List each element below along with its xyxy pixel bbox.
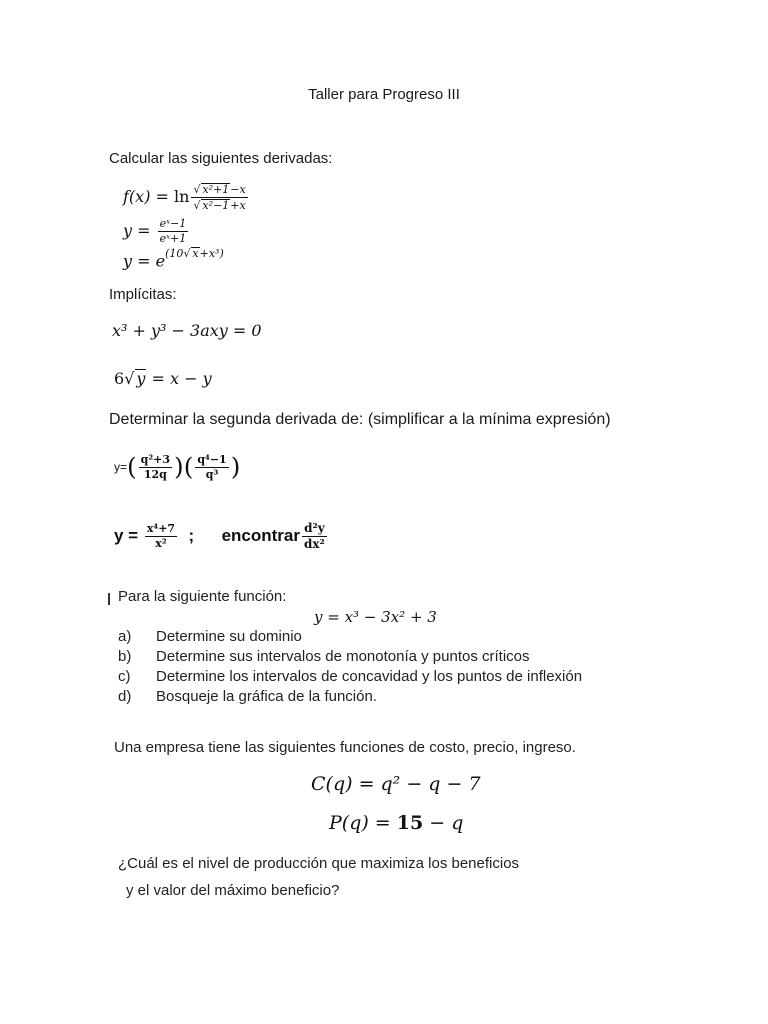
- second-derivative-notation: [302, 522, 327, 551]
- price-function: [329, 812, 463, 834]
- second-factor-num: q⁴−1: [195, 454, 228, 468]
- encontrar-label: encontrar: [221, 526, 300, 546]
- sqrt-icon: √: [193, 199, 201, 213]
- list-item-text: Determine los intervalos de concavidad y los puntos de inflexión: [156, 668, 583, 685]
- first-factor-num: q²+3: [139, 454, 172, 468]
- second-derivative-equation-1: [114, 454, 240, 481]
- equation-y-exponential: [123, 247, 224, 271]
- ln-fraction: [191, 183, 247, 212]
- implicit-eq2-rest: = x − y: [146, 369, 212, 388]
- list-item-text: Determine su dominio: [156, 628, 302, 645]
- implicit-eq2-radicand: y: [136, 369, 146, 388]
- cost-function: C(q) = q² − q − 7: [311, 773, 481, 795]
- eq1-lhs: y=: [114, 460, 128, 475]
- list-item: [118, 668, 582, 685]
- paren-close: ): [174, 452, 184, 482]
- margin-mark: [108, 593, 110, 605]
- list-item: [118, 648, 530, 665]
- list-item-text: Bosqueje la gráfica de la función.: [156, 688, 377, 705]
- equation-f-ln: [123, 183, 250, 212]
- question-line-1: ¿Cuál es el nivel de producción que maximiza los beneficios: [118, 855, 520, 872]
- list-item-label: d): [118, 688, 132, 705]
- exponent-radicand: x: [192, 247, 199, 260]
- rational-num: x⁴+7: [145, 523, 177, 537]
- list-item-label: c): [118, 668, 131, 685]
- segunda-derivada-heading: Determinar la segunda derivada de: (simplificar a la mínima expresión): [109, 411, 611, 428]
- rational-fraction: [145, 523, 177, 550]
- d2y-num: d²y: [302, 522, 327, 537]
- question-line-2: y el valor del máximo beneficio?: [126, 882, 340, 899]
- dx2-den: dx²: [304, 537, 325, 552]
- price-constant: 15: [396, 812, 424, 834]
- ln-den-rest: +x: [230, 199, 246, 213]
- second-derivative-equation-2: [114, 522, 329, 551]
- implicit-equation-1: x³ + y³ − 3axy = 0: [112, 321, 262, 340]
- page-title: Taller para Progreso III: [308, 86, 460, 103]
- exponent-open: (10: [165, 247, 184, 260]
- paren-open: (: [183, 452, 194, 482]
- ln-num-rest: −x: [230, 183, 246, 196]
- function-equation: y = x³ − 3x² + 3: [314, 608, 437, 626]
- implicitas-heading: Implícitas:: [109, 286, 177, 303]
- paren-close: ): [230, 452, 241, 482]
- implicit-eq2-coef: 6: [114, 369, 125, 388]
- equation-f-lhs: f(x) =: [123, 187, 175, 207]
- equation-y3-lhs: y = e: [123, 251, 166, 271]
- list-item-text: Determine sus intervalos de monotonía y puntos críticos: [156, 648, 530, 665]
- exponent-rest: +x³): [199, 247, 224, 260]
- sqrt-icon: √: [183, 247, 191, 260]
- first-factor-den: 12q: [143, 468, 167, 482]
- list-item: [118, 628, 302, 645]
- price-lhs: P(q) =: [329, 812, 397, 834]
- list-item-label: a): [118, 628, 132, 645]
- derivadas-heading: Calcular las siguientes derivadas:: [109, 150, 333, 167]
- sqrt-icon: √: [124, 369, 135, 388]
- exp-fraction-den: eˣ+1: [159, 232, 187, 246]
- ln-num-radicand: x²+1: [202, 183, 230, 196]
- separator: ;: [188, 526, 195, 546]
- list-item-label: b): [118, 648, 132, 665]
- equation-y-fraction-exp: [123, 218, 190, 245]
- list-item: [118, 688, 377, 705]
- paren-open: (: [127, 452, 137, 482]
- price-rest: − q: [423, 812, 464, 834]
- ln-den-radicand: x²−1: [202, 199, 230, 213]
- exp-fraction: [158, 218, 189, 245]
- second-factor-den: q³: [205, 468, 219, 482]
- first-factor-fraction: [139, 454, 172, 481]
- equation-y-lhs: y =: [123, 221, 156, 241]
- empresa-heading: Una empresa tiene las siguientes funciones de costo, precio, ingreso.: [114, 739, 576, 756]
- ln-symbol: ln: [174, 187, 190, 207]
- implicit-equation-2: [114, 369, 212, 388]
- exp-fraction-num: eˣ−1: [158, 218, 189, 232]
- second-factor-fraction: [195, 454, 228, 481]
- eq2-lhs: y =: [114, 526, 143, 546]
- rational-den: x²: [155, 537, 167, 551]
- sqrt-icon: √: [193, 183, 201, 196]
- funcion-heading: Para la siguiente función:: [118, 588, 287, 605]
